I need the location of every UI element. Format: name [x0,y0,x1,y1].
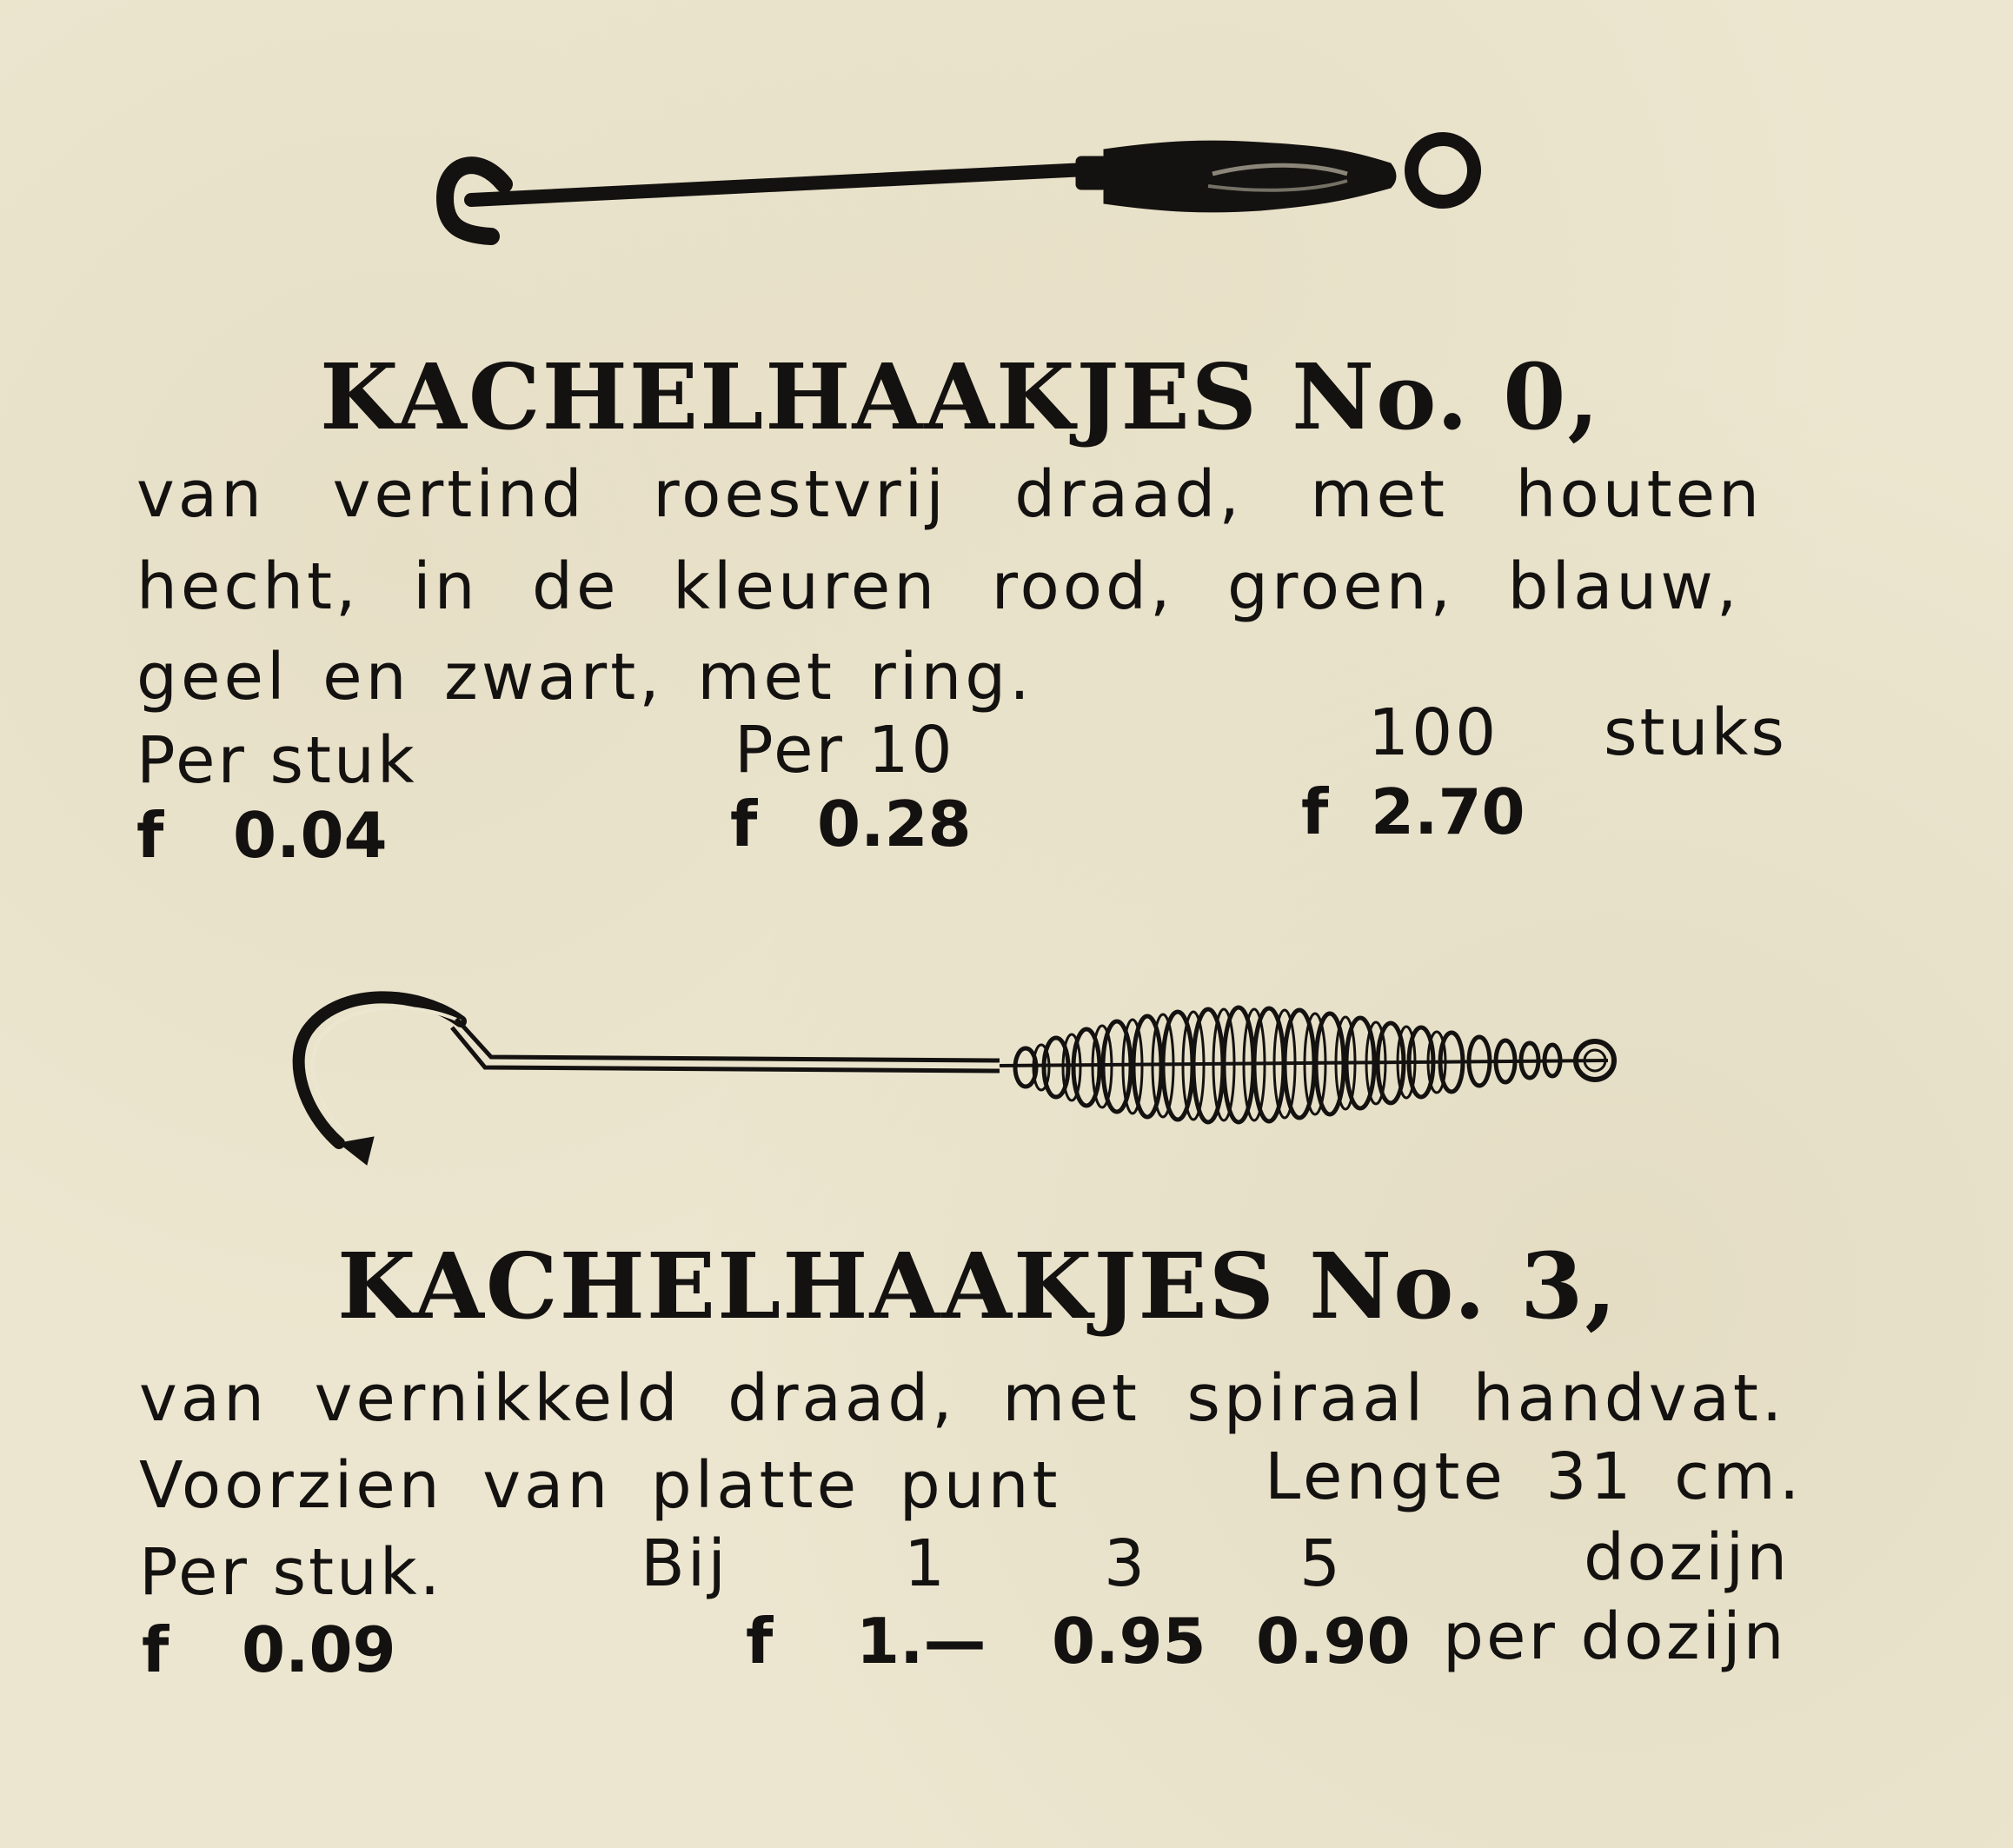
label-per-dozijn: per dozijn [1443,1599,1787,1674]
currency-f: f [136,799,164,872]
label-per-stuk: Per stuk. [139,1535,443,1610]
description-text: van vertind roestvrij draad, met houten [136,457,1764,532]
description-line-3: geel en zwart, met ring. [136,640,1033,715]
price-per-100: 2.70 [1371,775,1525,848]
description-line-1 [136,457,1792,532]
label-stuks: stuks [1604,695,1787,770]
description-line-2-right: Lengte 31 cm. [1265,1439,1804,1514]
label-qty-1: 1 [904,1526,948,1601]
currency-f: f [730,788,758,861]
stove-hook-wooden-handle-icon [426,130,1512,261]
price-5-dozijn: 0.90 [1256,1605,1411,1678]
price-per-stuk: 0.04 [233,799,388,872]
stove-hook-spiral-handle-icon [287,982,1643,1173]
label-100: 100 [1368,695,1499,770]
description-line-1: van vernikkeld draad, met spiraal handvat. [139,1361,1786,1436]
description-line-2-left: Voorzien van platte punt [139,1448,1061,1523]
price-1-dozijn: 1.— [856,1605,987,1678]
label-qty-5: 5 [1299,1526,1344,1601]
label-qty-3: 3 [1104,1526,1148,1601]
currency-f: f [1301,775,1329,848]
currency-f: f [746,1605,774,1678]
currency-f: f [142,1613,169,1686]
label-per-stuk: Per stuk [136,723,417,798]
label-bij: Bij [641,1526,728,1601]
label-dozijn: dozijn [1584,1520,1790,1595]
product-title: KACHELHAAKJES No. 0, [320,343,1601,450]
description-line-2: hecht, in de kleuren rood, groen, blauw, [136,549,1741,624]
product-title: KACHELHAAKJES No. 3, [337,1233,1618,1339]
price-per-stuk: 0.09 [242,1613,396,1686]
label-per-10: Per 10 [734,713,955,788]
price-per-10: 0.28 [817,788,972,861]
price-3-dozijn: 0.95 [1052,1605,1206,1678]
